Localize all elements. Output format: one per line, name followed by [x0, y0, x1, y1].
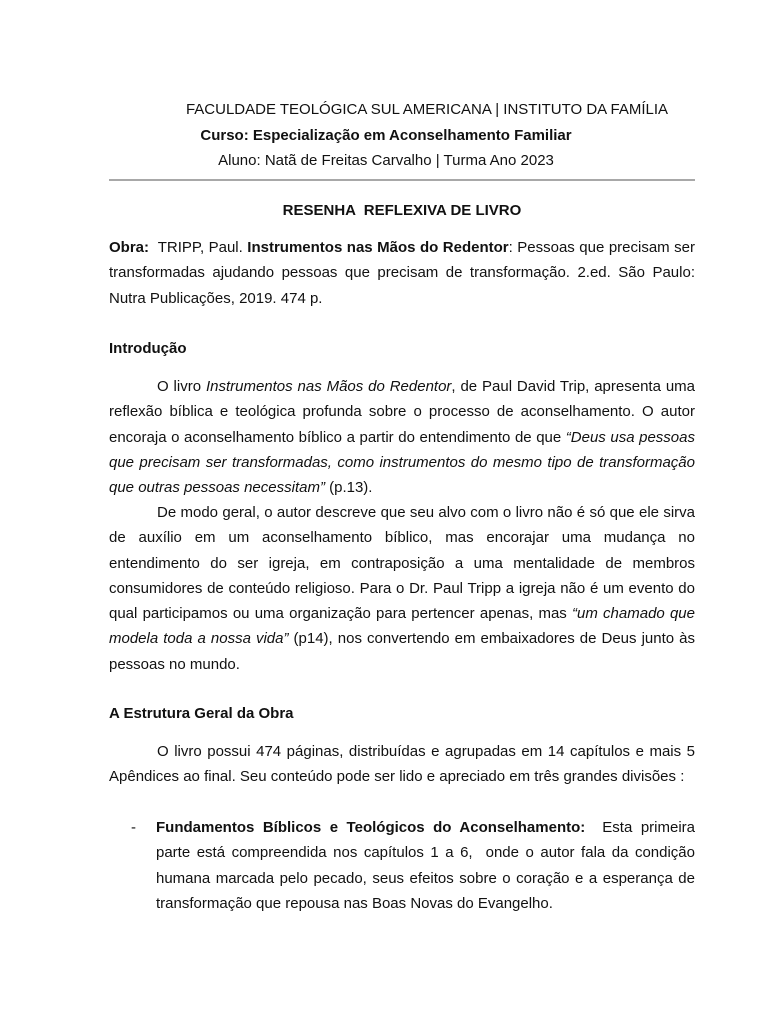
intro-p1-text-2: , de Paul David Trip, apresenta uma reflexão bíblica e teológica profunda sobre o processo de aconselhamento. O autor encoraja o aconselhamento bíblico a partir do entendimento de que	[109, 378, 695, 446]
structure-heading: A Estrutura Geral da Obra	[109, 705, 294, 722]
obra-details: : Pessoas que precisam ser transformadas ajudando pessoas que precisam de transformação. 2.ed. São Paulo: Nutra Publicações, 2019. 474 p.	[109, 239, 695, 307]
obra-label: Obra:	[109, 239, 150, 256]
student-header: Aluno: Natã de Freitas Carvalho | Turma Ano 2023	[218, 152, 554, 169]
intro-p2-text-2: (p14), nos convertendo em embaixadores de Deus junto às pessoas no mundo.	[109, 630, 695, 673]
intro-paragraph-1	[109, 374, 695, 500]
header-divider	[109, 179, 695, 181]
document-title: RESENHA REFLEXIVA DE LIVRO	[282, 202, 522, 219]
course-header: Curso: Especialização em Aconselhamento Familiar	[200, 127, 572, 144]
intro-paragraph-2	[109, 500, 695, 677]
intro-heading: Introdução	[109, 340, 187, 357]
bullet-item-fundamentos	[156, 815, 700, 916]
institution-header: FACULDADE TEOLÓGICA SUL AMERICANA | INSTITUTO DA FAMÍLIA	[185, 101, 669, 118]
book-reference	[109, 235, 695, 311]
intro-p1-book-title: Instrumentos nas Mãos do Redentor	[205, 378, 452, 395]
intro-p2-text-1: De modo geral, o autor descreve que seu alvo com o livro não é só que ele sirva de auxílio em um aconselhamento bíblico, mas encorajar uma mudança no entendimento do ser igreja, em contraposição a uma mentalidade de membros consumidores de conteúdo religioso. Para o Dr. Paul Tripp a igreja não é um evento do qual participamos ou uma organização para pertencer apenas, mas	[109, 504, 695, 623]
intro-p1-quote: “Deus usa pessoas que precisam ser transformadas, como instrumentos do mesmo tipo de transformação que outras pessoas necessitam”	[109, 428, 695, 497]
obra-book-title: Instrumentos nas Mãos do Redentor	[247, 239, 509, 256]
bullet-item-heading: Fundamentos Bíblicos e Teológicos do Aconselhamento:	[156, 819, 586, 836]
obra-author: TRIPP, Paul.	[149, 239, 248, 256]
intro-p1-text-1: O livro	[157, 378, 206, 395]
intro-p1-text-3: (p.13).	[324, 479, 373, 497]
structure-paragraph-1: O livro possui 474 páginas, distribuídas e agrupadas em 14 capítulos e mais 5 Apêndices ao final. Seu conteúdo pode ser lido e apreciado em três grandes divisões :	[109, 743, 695, 786]
intro-p2-quote: “um chamado que modela toda a nossa vida”	[109, 605, 695, 648]
bullet-marker: -	[131, 819, 136, 836]
bullet-item-text: Esta primeira parte está compreendida nos capítulos 1 a 6, onde o autor fala da condição humana marcada pelo pecado, seus efeitos sobre o coração e a esperança de transformação que repousa nas Boas Novas do Evangelho.	[156, 819, 700, 912]
